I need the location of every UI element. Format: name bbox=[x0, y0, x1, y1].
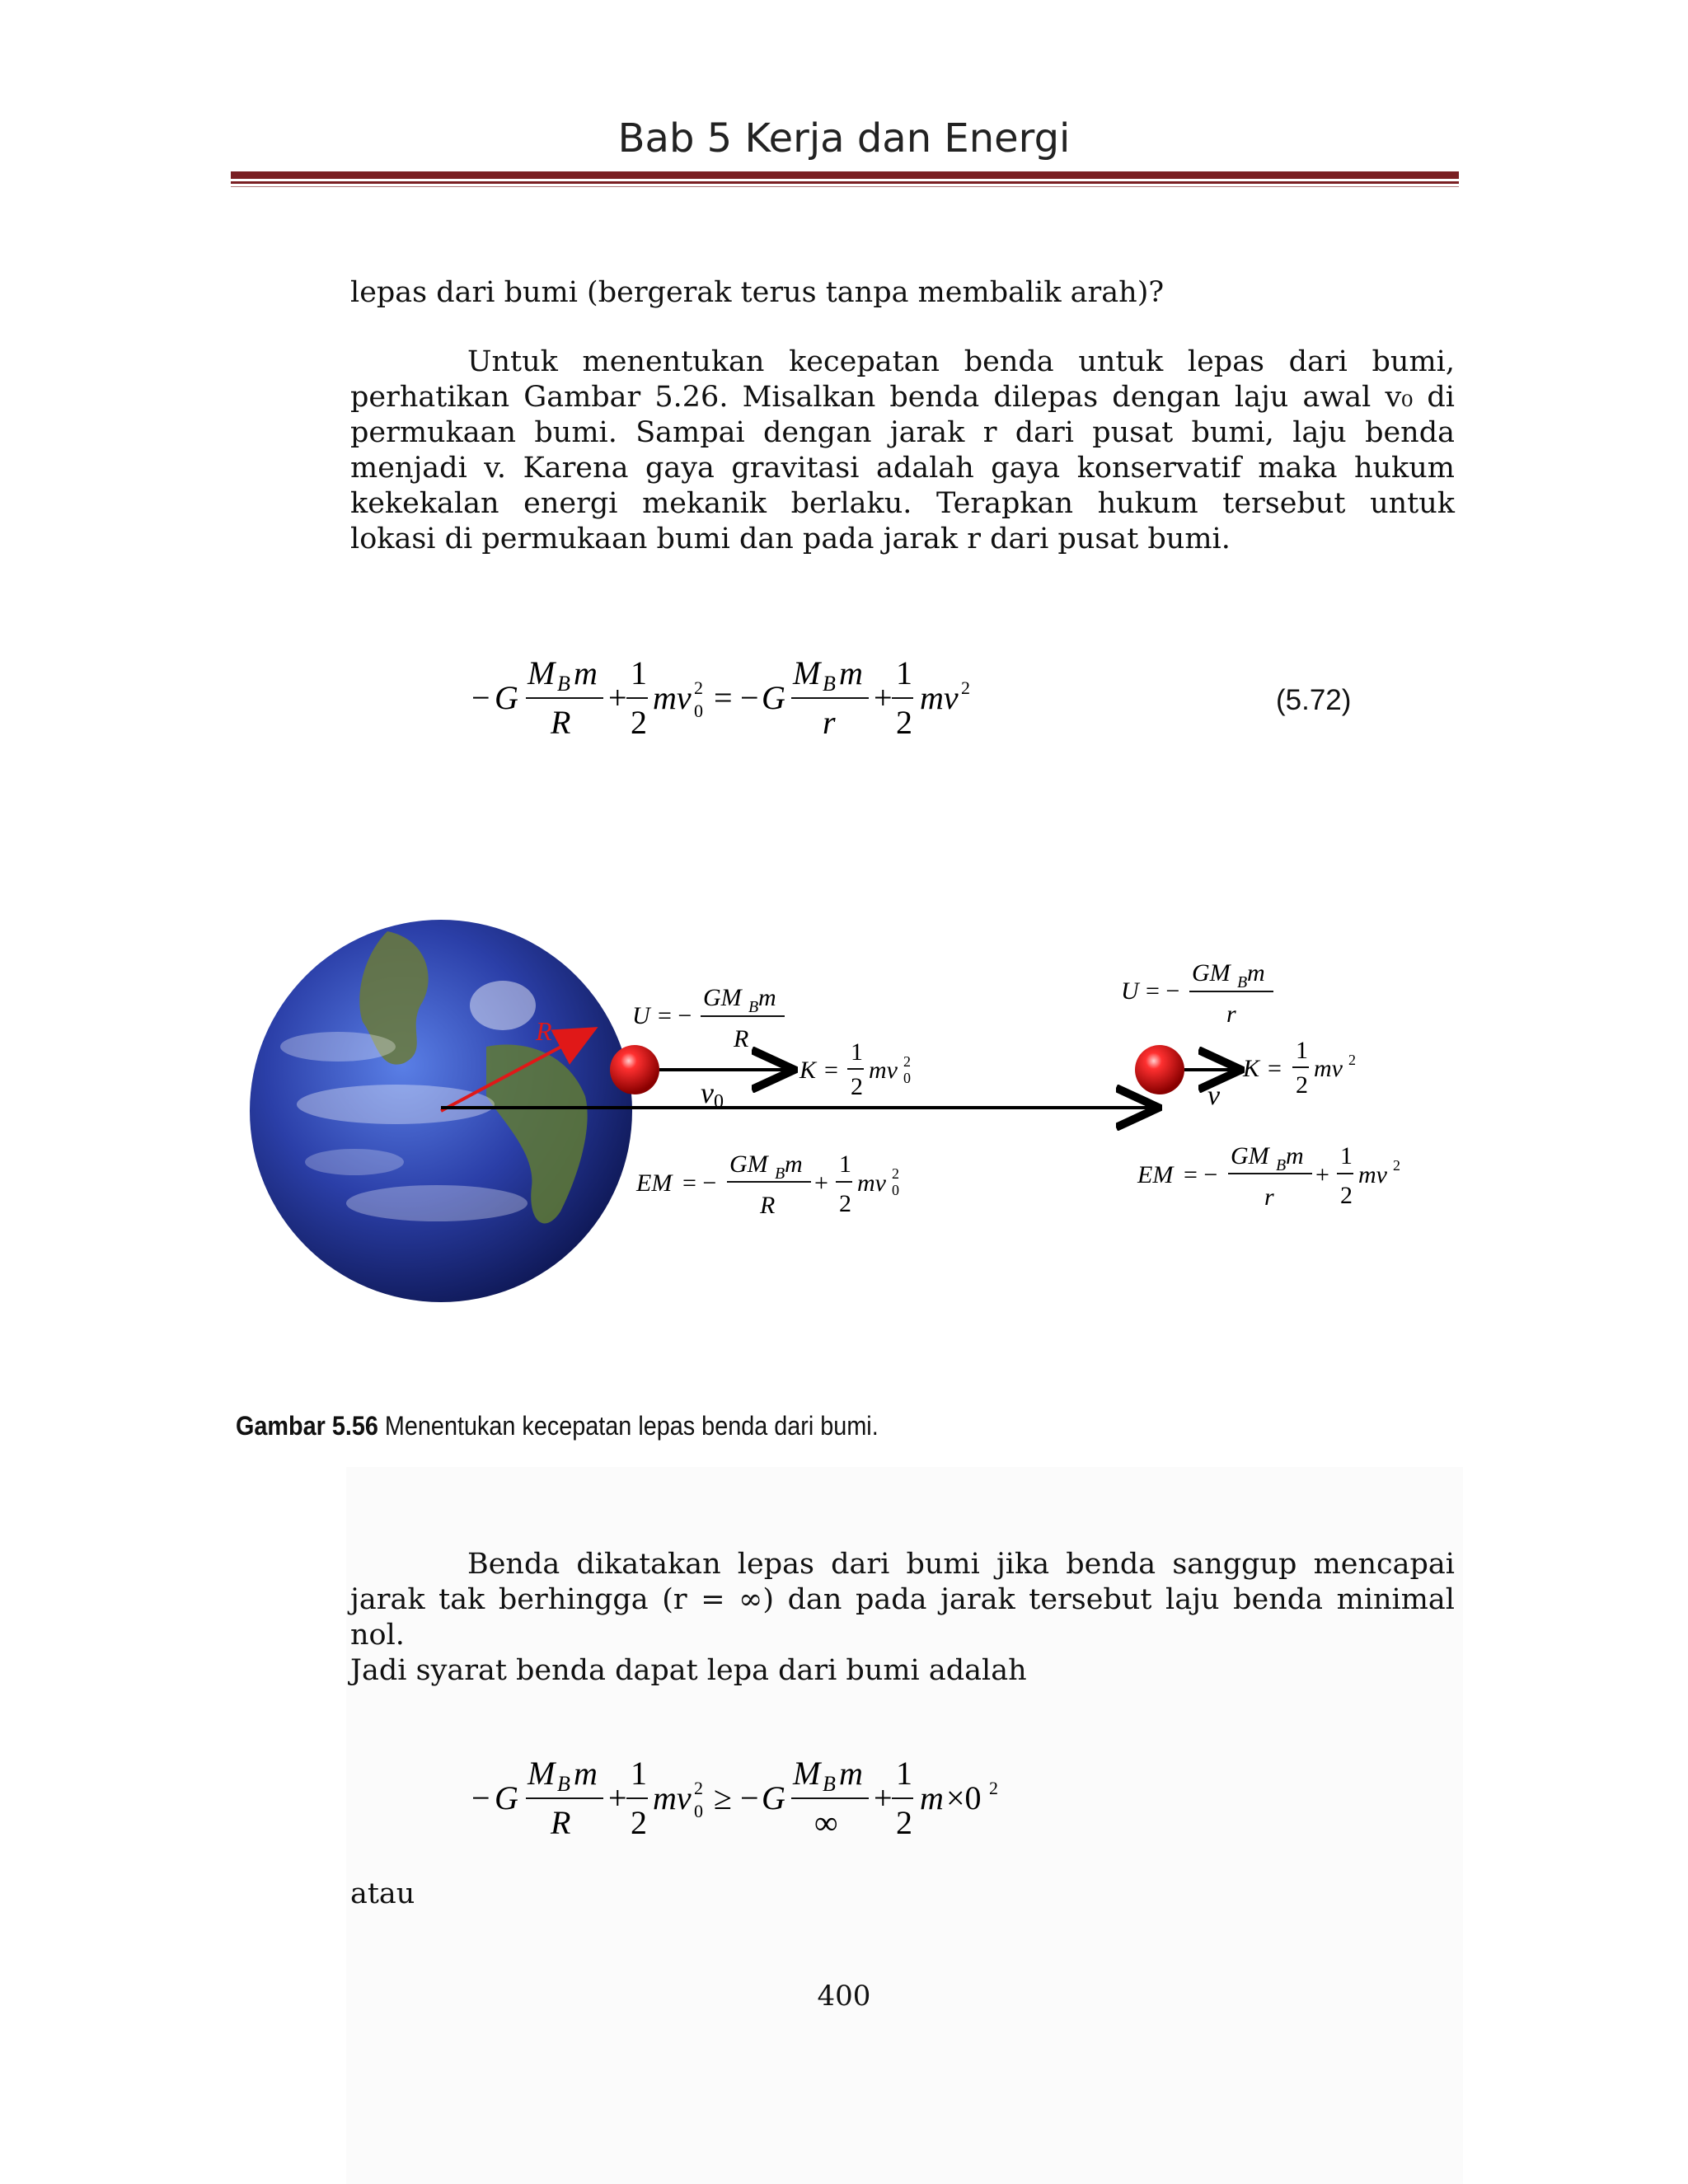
svg-text:G: G bbox=[762, 1779, 785, 1816]
svg-text:−: − bbox=[740, 1779, 759, 1816]
equation-escape-inequality bbox=[462, 1751, 1039, 1850]
svg-text:r: r bbox=[1226, 1001, 1236, 1028]
svg-text:2: 2 bbox=[1393, 1157, 1400, 1174]
svg-text:m: m bbox=[574, 654, 598, 691]
svg-text:+: + bbox=[608, 1779, 627, 1816]
svg-text:1: 1 bbox=[631, 1755, 647, 1792]
svg-text:2: 2 bbox=[1340, 1182, 1353, 1209]
svg-text:+: + bbox=[1315, 1161, 1329, 1188]
svg-text:0: 0 bbox=[892, 1182, 899, 1198]
svg-text:U: U bbox=[632, 1002, 650, 1029]
svg-text:1: 1 bbox=[631, 654, 647, 691]
svg-text:B: B bbox=[823, 672, 836, 696]
svg-text:2: 2 bbox=[1296, 1071, 1308, 1099]
svg-text:GM: GM bbox=[1192, 959, 1231, 987]
svg-text:2: 2 bbox=[694, 677, 703, 698]
svg-text:R: R bbox=[551, 704, 571, 741]
svg-text:2: 2 bbox=[896, 1804, 912, 1841]
equation-number: (5.72) bbox=[1276, 684, 1352, 716]
svg-text:2: 2 bbox=[631, 1804, 647, 1841]
svg-text:= −: = − bbox=[658, 1002, 692, 1029]
svg-text:= −: = − bbox=[1146, 977, 1180, 1005]
svg-text:m: m bbox=[1247, 959, 1265, 987]
svg-text:−: − bbox=[471, 1779, 490, 1816]
escape-velocity-figure bbox=[231, 907, 1451, 1319]
mechanical-energy-surface bbox=[635, 1151, 899, 1219]
svg-text:mv: mv bbox=[857, 1169, 886, 1197]
svg-text:r: r bbox=[823, 704, 836, 741]
svg-text:−: − bbox=[740, 679, 759, 716]
svg-text:0: 0 bbox=[903, 1070, 911, 1086]
svg-text:=: = bbox=[1268, 1055, 1282, 1082]
svg-text:B: B bbox=[823, 1772, 836, 1796]
svg-text:EM: EM bbox=[1137, 1161, 1174, 1188]
svg-text:B: B bbox=[1276, 1156, 1287, 1174]
page-number: 400 bbox=[817, 1980, 871, 2013]
svg-text:G: G bbox=[762, 679, 785, 716]
kinetic-energy-surface bbox=[799, 1038, 911, 1100]
svg-text:mv: mv bbox=[653, 1779, 692, 1816]
svg-text:2: 2 bbox=[961, 677, 970, 698]
kinetic-energy-distance bbox=[1242, 1037, 1356, 1099]
svg-text:GM: GM bbox=[703, 984, 742, 1011]
svg-text:G: G bbox=[495, 1779, 518, 1816]
ball-at-distance bbox=[1135, 1045, 1184, 1094]
svg-text:m: m bbox=[758, 984, 776, 1011]
final-velocity-label: v bbox=[1207, 1080, 1221, 1111]
svg-text:m: m bbox=[1286, 1142, 1304, 1169]
svg-text:2: 2 bbox=[694, 1778, 703, 1798]
ball-at-surface bbox=[610, 1045, 659, 1094]
figure-caption-label: Gambar 5.56 bbox=[236, 1411, 378, 1441]
svg-text:m: m bbox=[839, 1755, 863, 1792]
svg-text:B: B bbox=[775, 1165, 785, 1183]
mechanical-energy-distance bbox=[1137, 1142, 1400, 1211]
svg-text:2: 2 bbox=[851, 1073, 863, 1100]
svg-text:K: K bbox=[1243, 1055, 1260, 1082]
svg-text:m: m bbox=[839, 654, 863, 691]
svg-text:1: 1 bbox=[851, 1038, 863, 1066]
svg-text:mv: mv bbox=[653, 679, 692, 716]
svg-text:B: B bbox=[1237, 973, 1248, 991]
potential-energy-surface bbox=[632, 984, 785, 1052]
svg-text:2: 2 bbox=[896, 704, 912, 741]
paragraph-continuation: lepas dari bumi (bergerak terus tanpa membalik arah)? bbox=[350, 276, 1165, 309]
svg-text:+: + bbox=[874, 1779, 893, 1816]
svg-text:M: M bbox=[528, 1755, 556, 1792]
paragraph-escape-intro: Untuk menentukan kecepatan benda untuk lepas dari bumi, perhatikan Gambar 5.26. Misalkan benda dilepas dengan laju awal v₀ di permukaan bumi. Sampai dengan jarak r dari pusat bumi, laju benda menjadi v. Karena gaya gravitasi adalah gaya konservatif maka hukum kekekalan energi mekanik berlaku. Terapkan hukum tersebut untuk lokasi di permukaan bumi dan pada jarak r dari pusat bumi. bbox=[350, 345, 1455, 555]
svg-text:B: B bbox=[748, 998, 759, 1016]
svg-text:= −: = − bbox=[1184, 1161, 1218, 1188]
svg-text:mv: mv bbox=[869, 1057, 898, 1084]
paragraph-escape-condition: Benda dikatakan lepas dari bumi jika benda sanggup mencapai jarak tak berhingga (r = ∞) dan pada jarak tersebut laju benda minimal nol. Jadi syarat benda dapat lepa dari bumi adalah bbox=[350, 1548, 1455, 1687]
svg-text:1: 1 bbox=[896, 654, 912, 691]
svg-text:EM: EM bbox=[636, 1169, 673, 1197]
chapter-header: Bab 5 Kerja dan Energi bbox=[617, 115, 1071, 162]
svg-text:R: R bbox=[760, 1192, 776, 1219]
svg-text:2: 2 bbox=[1348, 1052, 1356, 1068]
svg-text:0: 0 bbox=[694, 701, 703, 721]
svg-text:+: + bbox=[608, 679, 627, 716]
svg-text:2: 2 bbox=[892, 1165, 899, 1182]
svg-text:=: = bbox=[714, 679, 733, 716]
svg-text:≥: ≥ bbox=[714, 1779, 732, 1816]
svg-text:−: − bbox=[471, 679, 490, 716]
svg-text:= −: = − bbox=[682, 1169, 717, 1197]
svg-text:=: = bbox=[824, 1057, 838, 1084]
svg-text:B: B bbox=[557, 1772, 570, 1796]
header-rule bbox=[231, 171, 1459, 179]
header-rule-hairline bbox=[231, 186, 1459, 187]
svg-text:×0: ×0 bbox=[946, 1779, 982, 1816]
potential-energy-distance bbox=[1121, 959, 1273, 1028]
svg-text:2: 2 bbox=[903, 1053, 911, 1070]
svg-text:M: M bbox=[793, 1755, 821, 1792]
svg-text:M: M bbox=[793, 654, 821, 691]
svg-text:B: B bbox=[557, 672, 570, 696]
svg-text:R: R bbox=[734, 1025, 749, 1052]
svg-text:0: 0 bbox=[694, 1801, 703, 1821]
header-rule-thin bbox=[231, 181, 1459, 184]
svg-text:2: 2 bbox=[631, 704, 647, 741]
svg-text:GM: GM bbox=[729, 1151, 768, 1178]
svg-text:mv: mv bbox=[1358, 1161, 1387, 1188]
svg-text:K: K bbox=[799, 1057, 817, 1084]
initial-velocity-label: v0 bbox=[701, 1076, 724, 1113]
svg-text:R: R bbox=[551, 1804, 571, 1841]
svg-text:M: M bbox=[528, 654, 556, 691]
svg-text:1: 1 bbox=[839, 1151, 851, 1178]
svg-text:+: + bbox=[874, 679, 893, 716]
svg-text:1: 1 bbox=[896, 1755, 912, 1792]
figure-caption bbox=[236, 1411, 879, 1441]
radius-label: R bbox=[536, 1016, 552, 1046]
equation-energy-conservation bbox=[462, 651, 1039, 750]
svg-text:m: m bbox=[920, 1779, 944, 1816]
svg-text:G: G bbox=[495, 679, 518, 716]
svg-text:2: 2 bbox=[989, 1778, 998, 1798]
svg-text:m: m bbox=[785, 1151, 803, 1178]
svg-text:1: 1 bbox=[1340, 1142, 1353, 1169]
svg-text:GM: GM bbox=[1231, 1142, 1269, 1169]
svg-text:mv: mv bbox=[1314, 1055, 1343, 1082]
svg-text:2: 2 bbox=[839, 1190, 851, 1217]
svg-text:+: + bbox=[814, 1169, 828, 1197]
figure-caption-text: Menentukan kecepatan lepas benda dari bumi. bbox=[377, 1411, 879, 1441]
svg-text:m: m bbox=[574, 1755, 598, 1792]
svg-text:r: r bbox=[1264, 1183, 1274, 1211]
svg-text:U: U bbox=[1121, 977, 1139, 1005]
svg-text:1: 1 bbox=[1296, 1037, 1308, 1064]
svg-text:∞: ∞ bbox=[814, 1804, 838, 1841]
svg-text:mv: mv bbox=[920, 679, 959, 716]
paragraph-atau: atau bbox=[350, 1877, 415, 1910]
